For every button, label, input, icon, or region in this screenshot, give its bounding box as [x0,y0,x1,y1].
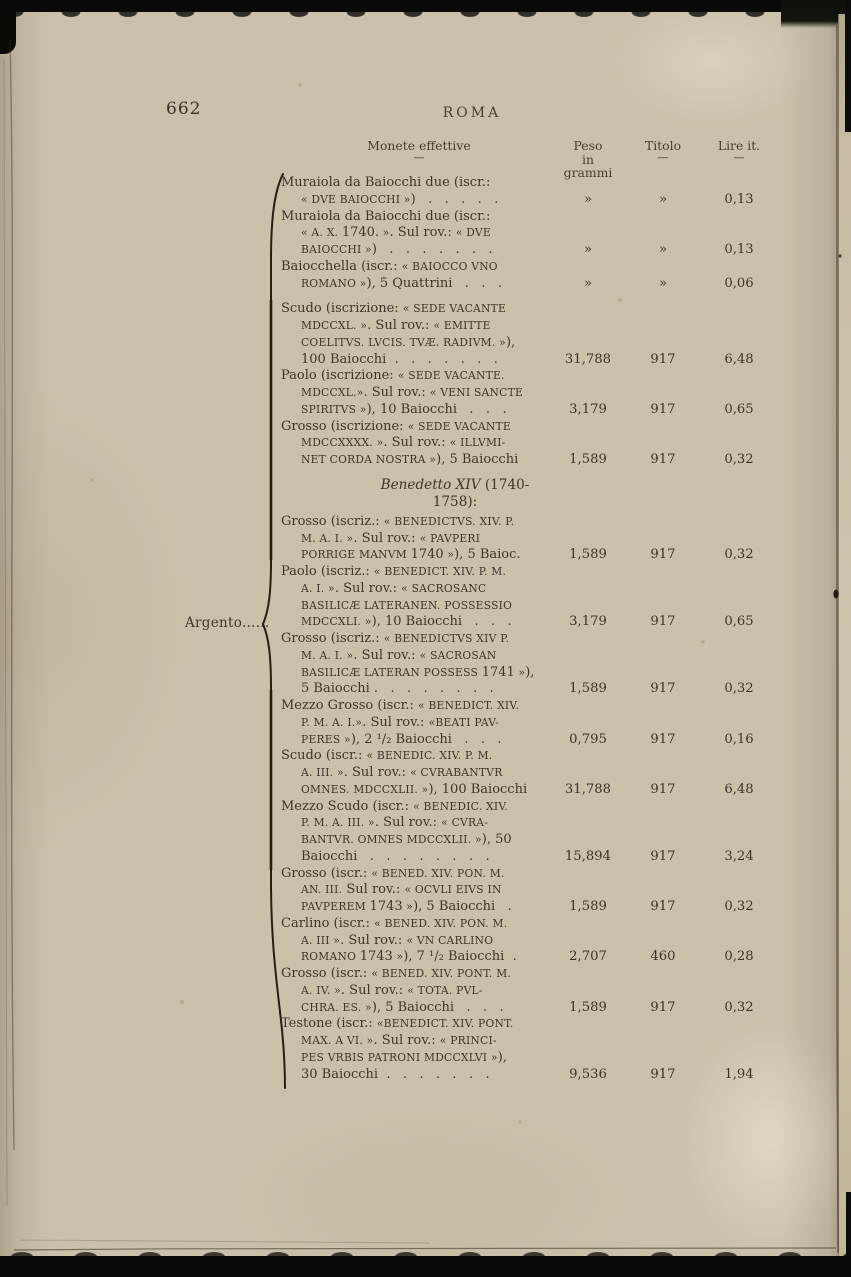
cell-peso: 1,589 [569,999,607,1015]
table-row [281,698,771,748]
cell-lire: 0,06 [724,275,754,291]
table-row [281,564,771,631]
cell-lire: 0,32 [724,899,754,914]
cell-titolo: » [658,191,668,207]
table-row [281,1016,771,1083]
cell-lire: 0,65 [724,614,754,630]
table-row [281,301,771,368]
foxing-speck [180,1000,184,1004]
cell-titolo: 460 [650,949,676,965]
cell-titolo: 917 [650,681,676,697]
material-label: Argento...... [185,615,270,631]
table-row [281,175,771,209]
coin-description: Paolo (iscriz.: « BENEDICT. XIV. P. M. A. I. ». Sul rov.: « SACROSANC BASILICÆ LATERANEN. POSSESSIO MDCCXLI. »), 10 Baiocchi . . . [281,564,513,630]
cell-peso: 1,589 [569,547,607,563]
coin-description: Grosso (iscr.: « BENED. XIV. PON. M. AN. III. Sul rov.: « OCVLI EIVS IN PAVPEREM 1743 »), 5 Baiocchi . [281,865,512,914]
table-row [281,748,771,798]
cell-titolo: 917 [650,999,676,1015]
cell-peso: 3,179 [569,401,607,417]
coin-table [281,175,771,1083]
cell-peso: 0,795 [569,731,607,747]
header-rule: — [733,150,745,164]
running-title: ROMA [442,105,502,121]
header-rule: — [413,150,425,164]
adjacent-page-edge [838,14,851,1257]
cell-titolo: 917 [650,614,676,630]
column-headers [281,139,771,180]
cell-lire: 6,48 [724,781,754,797]
coin-description: Testone (iscr.: «BENEDICT. XIV. PONT. MAX. A VI. ». Sul rov.: « PRINCI- PES VRBIS PATRONI MDCCXLVI »), 30 Baiocchi . . . . . . . [281,1016,514,1082]
coin-description: Grosso (iscriz.: « BENEDICTVS. XIV. P. M. A. I. ». Sul rov.: « PAVPERI PORRIGE MANVM 1740 »), 5 Baioc. [281,513,521,563]
table-row [281,916,771,966]
cell-lire: 0,65 [724,401,754,417]
column-header-lire: Lire it. — [707,139,771,180]
cell-lire: 0,32 [724,547,754,563]
cell-titolo: 917 [650,1066,676,1082]
cell-lire: 0,32 [724,999,754,1015]
column-header-titolo: Titolo — [619,139,707,180]
cell-lire: 0,28 [724,949,754,965]
left-crease [10,40,14,1150]
coin-description: Paolo (iscrizione: « SEDE VACANTE. MDCCXL.». Sul rov.: « VENI SANCTE SPIRITVS »), 10 Baiocchi . . . [281,368,524,417]
cell-lire: 0,13 [724,242,754,257]
cell-lire: 0,32 [724,681,754,697]
coin-description: Mezzo Grosso (iscr.: « BENEDICT. XIV. P. M. A. I.». Sul rov.: «BEATI PAV- PERES »), 2 ¹/₂ Baiocchi . . . [281,698,520,747]
section-heading: Benedetto XIV (1740- 1758): [380,476,530,510]
cell-titolo: 917 [650,547,676,563]
table-row [281,966,771,1016]
column-header-monete: Monete effettive — [281,139,557,180]
cell-peso: » [583,275,593,291]
foxing-speck [298,83,301,86]
cell-lire: 0,16 [724,731,754,747]
coin-description: Mezzo Scudo (iscr.: « BENEDIC. XIV. P. M. A. III. ». Sul rov.: « CVRA- BANTVR. OMNES MDCCXLII. »), 50 Baiocchi . . . . . . . . [281,798,512,864]
cell-lire: 1,94 [724,1066,754,1082]
cell-lire: 0,13 [724,191,754,207]
cell-peso: 2,707 [569,949,607,965]
cell-titolo: 917 [650,351,676,367]
cell-peso: 3,179 [569,614,607,630]
cell-peso: 31,788 [564,351,612,367]
cell-titolo: » [658,275,668,291]
book-edge-top [0,0,851,12]
cell-titolo: » [658,242,668,257]
table-row [281,368,771,418]
cell-titolo: 917 [650,781,676,797]
cell-titolo: 917 [650,452,676,467]
header-rule: — [657,150,669,164]
cell-titolo: 917 [650,401,676,417]
cell-titolo: 917 [650,848,676,864]
coin-description: Muraiola da Baiocchi due (iscr.: « DVE BAIOCCHI ») . . . . . [281,175,499,207]
cell-lire: 0,32 [724,452,754,467]
coin-description: Grosso (iscrizione: « SEDE VACANTE MDCCXXXX. ». Sul rov.: « ILLVMI- NET CORDA NOSTRA »), 5 Baiocchi [281,418,519,467]
cell-peso: 9,536 [569,1066,607,1082]
table-row [281,419,771,469]
table-row [281,259,771,293]
cell-lire: 3,24 [724,848,754,864]
coin-description: Baiocchella (iscr.: « BAIOCCO VNO ROMANO »), 5 Quattrini . . . [281,258,502,291]
table-row [281,631,771,698]
table-row [281,209,771,259]
cell-peso: » [583,242,593,257]
cell-lire: 6,48 [724,351,754,367]
table-row [281,866,771,916]
cell-peso: 1,589 [569,681,607,697]
book-edge-bottom [0,1256,851,1277]
book-edge-left-corner [0,0,16,54]
cell-peso: 1,589 [569,899,607,914]
cell-peso: 1,589 [569,452,607,467]
table-row [281,514,771,564]
column-header-peso: Peso in grammi [563,138,613,180]
cell-peso: » [583,191,593,207]
cell-titolo: 917 [650,731,676,747]
coin-description: Muraiola da Baiocchi due (iscr.: « A. X. 1740. ». Sul rov.: « DVE BAIOCCHI ») . . . . . . . [281,208,493,257]
cell-peso: 15,894 [564,848,612,864]
page-number: 662 [166,99,202,119]
foxing-speck [518,1120,521,1123]
coin-description: Scudo (iscrizione: « SEDE VACANTE MDCCXL. ». Sul rov.: « EMITTE COELITVS. LVCIS. TVÆ. RADIVM. »), 100 Baiocchi . . . . . . . [281,301,516,367]
foxing-speck [90,478,94,482]
left-crease-faint [4,60,7,1205]
coin-description: Carlino (iscr.: « BENED. XIV. PON. M. A. III ». Sul rov.: « VN CARLINO ROMANO 1743 »), 7 ¹/₂ Baiocchi . [281,915,517,965]
cell-peso: 31,788 [564,781,612,797]
coin-description: Grosso (iscr.: « BENED. XIV. PONT. M. A. IV. ». Sul rov.: « TOTA. PVL- CHRA. ES. »), 5 Baiocchi . . . [281,966,512,1015]
coin-description: Scudo (iscr.: « BENEDIC. XIV. P. M. A. III. ». Sul rov.: « CVRABANTVR OMNES. MDCCXLII. »), 100 Baiocchi [281,748,528,797]
coin-description: Grosso (iscriz.: « BENEDICTVS XIV P. M. A. I. ». Sul rov.: « SACROSAN BASILICÆ LATERAN POSSESS 1741 »), 5 Baiocchi . . . . . . . . [281,631,535,697]
cell-titolo: 917 [650,899,676,914]
table-row [281,799,771,866]
bottom-crease-faint [20,1240,430,1243]
